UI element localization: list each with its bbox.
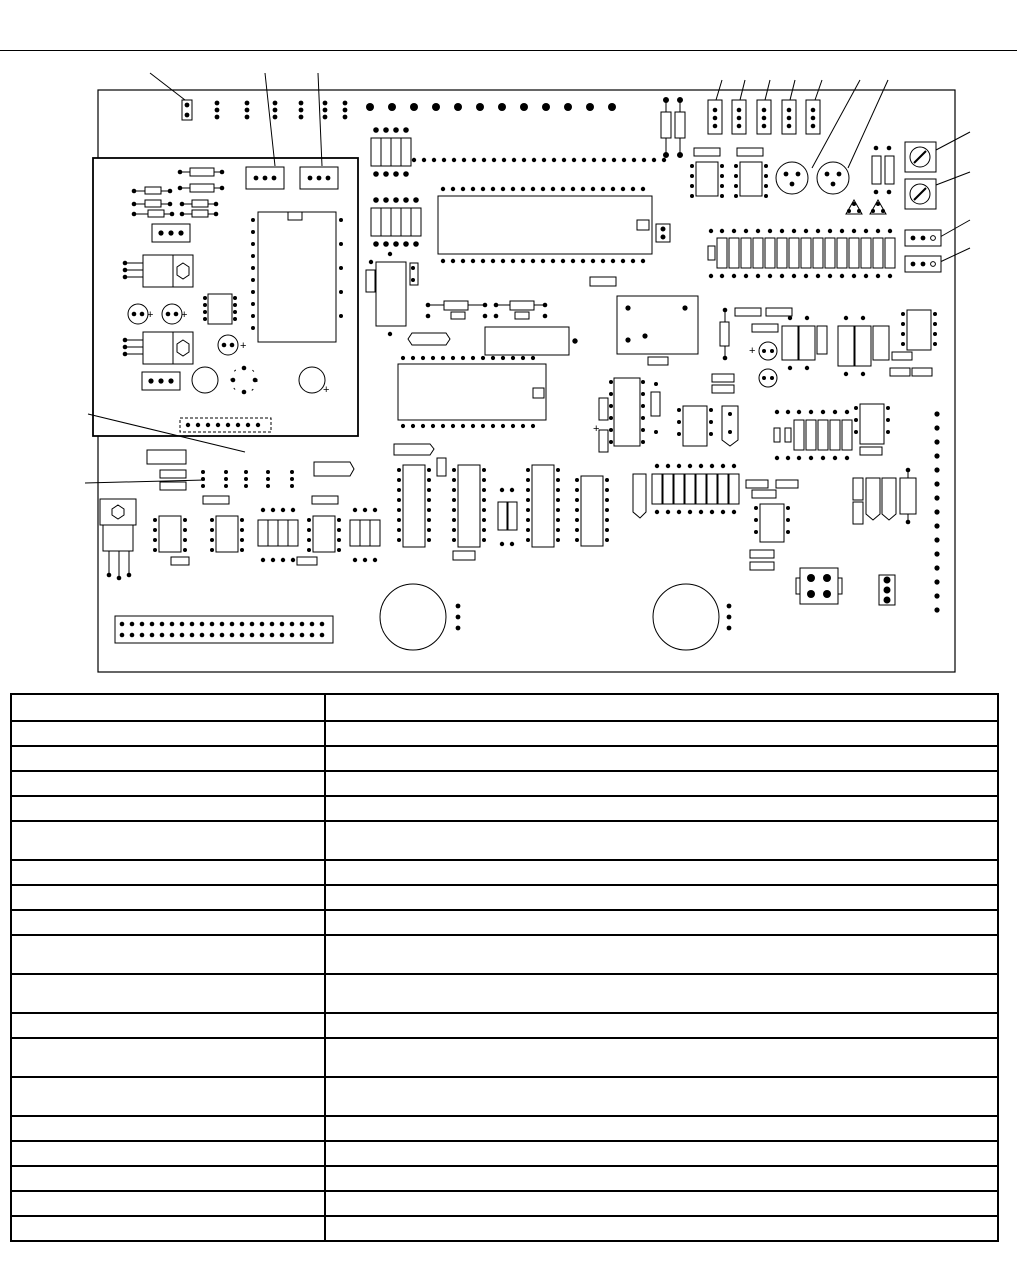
legend-value-cell <box>325 935 998 974</box>
legend-value-cell <box>325 1077 998 1116</box>
legend-key-cell <box>11 910 325 935</box>
legend-value-cell <box>325 1166 998 1191</box>
legend-key-cell <box>11 746 325 771</box>
top-jumper-headers <box>182 100 347 120</box>
legend-value-cell <box>325 1116 998 1141</box>
legend-row <box>11 1038 998 1077</box>
legend-value-cell <box>325 1191 998 1216</box>
legend-value-cell <box>325 746 998 771</box>
legend-row <box>11 821 998 860</box>
legend-value-cell <box>325 1038 998 1077</box>
legend-key-cell <box>11 821 325 860</box>
legend-key-cell <box>11 860 325 885</box>
legend-row <box>11 796 998 821</box>
legend-value-cell <box>325 694 998 721</box>
legend-key-cell <box>11 771 325 796</box>
legend-table <box>10 693 999 1242</box>
legend-value-cell <box>325 860 998 885</box>
legend-key-cell <box>11 721 325 746</box>
svg-text:+: + <box>240 340 247 352</box>
legend-key-cell <box>11 1038 325 1077</box>
legend-row <box>11 1141 998 1166</box>
resistor-array-2 <box>371 198 421 247</box>
legend-row <box>11 694 998 721</box>
legend-value-cell <box>325 821 998 860</box>
top-resistors <box>661 98 685 158</box>
legend-key-cell <box>11 885 325 910</box>
edge-pads <box>366 103 616 111</box>
legend-row <box>11 974 998 1013</box>
legend-row <box>11 771 998 796</box>
legend-value-cell <box>325 1141 998 1166</box>
legend-value-cell <box>325 721 998 746</box>
legend-value-cell <box>325 1216 998 1241</box>
legend-value-cell <box>325 1013 998 1038</box>
legend-value-cell <box>325 885 998 910</box>
legend-row <box>11 935 998 974</box>
resistor-bank <box>708 229 895 278</box>
legend-key-cell <box>11 1216 325 1241</box>
legend-row <box>11 1166 998 1191</box>
legend-key-cell <box>11 796 325 821</box>
svg-text:+: + <box>593 423 600 435</box>
legend-value-cell <box>325 796 998 821</box>
legend-row <box>11 860 998 885</box>
legend-row <box>11 1013 998 1038</box>
svg-text:+: + <box>323 384 330 396</box>
legend-row <box>11 721 998 746</box>
legend-key-cell <box>11 1166 325 1191</box>
pin-row-1 <box>412 158 666 162</box>
legend-value-cell <box>325 771 998 796</box>
center-components <box>366 252 729 428</box>
legend-key-cell <box>11 1013 325 1038</box>
svg-text:+: + <box>749 345 756 357</box>
lower-components <box>314 444 916 650</box>
legend-row <box>11 1191 998 1216</box>
resistor-array-1 <box>371 128 411 177</box>
legend-row <box>11 910 998 935</box>
legend-key-cell <box>11 694 325 721</box>
legend-key-cell <box>11 1077 325 1116</box>
legend-key-cell <box>11 1141 325 1166</box>
legend-row <box>11 1116 998 1141</box>
legend-key-cell <box>11 1116 325 1141</box>
legend-row <box>11 885 998 910</box>
legend-key-cell <box>11 935 325 974</box>
ic-40pin <box>438 187 670 263</box>
legend-key-cell <box>11 1191 325 1216</box>
legend-value-cell <box>325 974 998 1013</box>
legend-row <box>11 1077 998 1116</box>
legend-row <box>11 746 998 771</box>
svg-text:+: + <box>181 309 188 321</box>
legend-value-cell <box>325 910 998 935</box>
legend-row <box>11 1216 998 1241</box>
lower-left-components <box>100 450 380 643</box>
top-right-jumpers <box>708 100 820 134</box>
legend-key-cell <box>11 974 325 1013</box>
svg-text:+: + <box>147 309 154 321</box>
